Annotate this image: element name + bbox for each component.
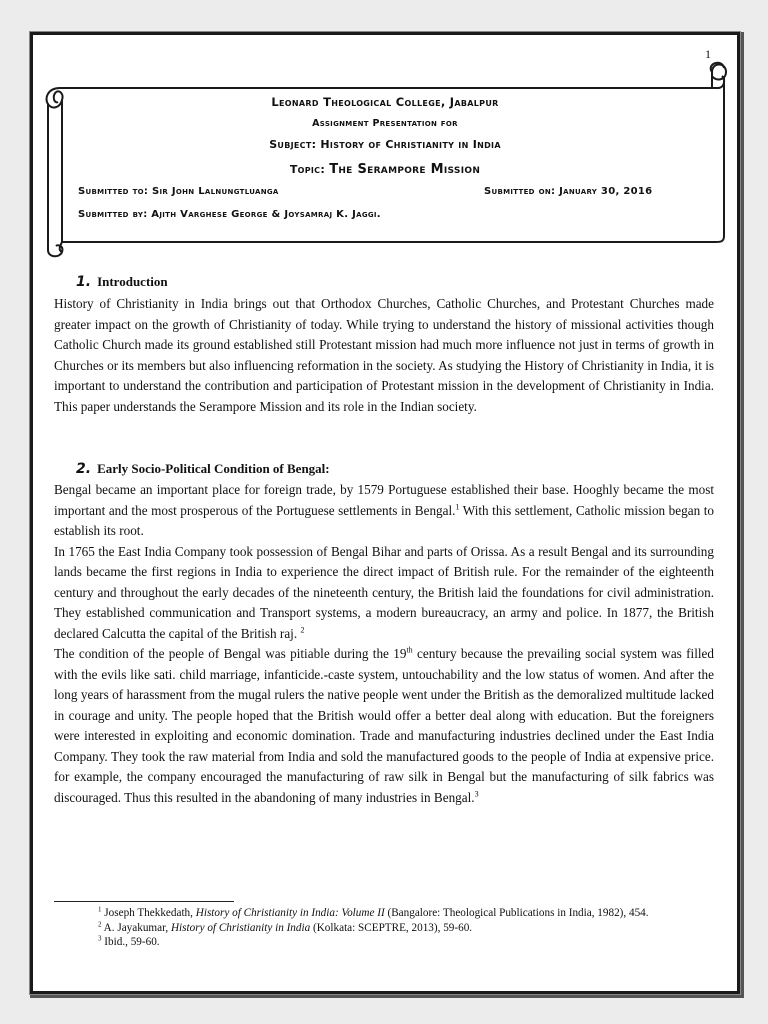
submitted-by-value: Ajith Varghese George & Joysamraj K. Jaggi. — [151, 209, 381, 220]
footnote-mark: 3 — [98, 934, 102, 943]
text-run: (Kolkata: SCEPTRE, 2013), 59-60. — [310, 921, 473, 934]
page-number: 1 — [705, 47, 711, 61]
submitted-by — [78, 209, 381, 220]
submitted-on-value: January 30, 2016 — [559, 186, 653, 197]
cited-title: History of Christianity in India: Volume II — [195, 907, 385, 919]
submitted-to — [78, 186, 279, 197]
submitted-on-label: Submitted on: — [484, 186, 556, 197]
subject-line — [60, 138, 710, 151]
text-run: In 1765 the East India Company took possession of Bengal Bihar and parts of Orissa. As a result Bengal and its surrounding lands became the first regions in India to experience the direct impact of British rule. For the remainder of the eighteenth century and throughout the early decades of the nineteenth century, the British laid the foundations for civil administration. They established communication and Transport systems, a modern bureaucracy, an army and police. In 1877, the British declared Calcutta the capital of the British raj. — [54, 543, 714, 641]
paragraph — [54, 480, 714, 542]
footnote-mark: 1 — [98, 905, 102, 914]
cited-title: History of Christianity in India — [170, 921, 311, 934]
footnote — [54, 906, 714, 921]
footnotes — [54, 906, 714, 950]
assignment-line: Assignment Presentation for — [312, 118, 458, 129]
scroll-outline — [47, 63, 727, 257]
text-run: (Bangalore: Theological Publications in India, 1982), 454. — [384, 907, 649, 919]
ordinal-suffix: th — [406, 645, 413, 655]
college-name: Leonard Theological College, Jabalpur — [271, 95, 499, 109]
submitted-on — [484, 186, 652, 197]
footnote-ref: 2 — [300, 625, 305, 635]
section-title: Introduction — [97, 274, 168, 289]
subject-label: Subject: — [269, 138, 317, 151]
text-run: With this settlement, Catholic mission began to establish its root. — [54, 502, 714, 538]
topic-line — [60, 162, 710, 177]
text-run: The condition of the people of Bengal was pitiable during the 19 — [54, 646, 407, 661]
submitted-by-label: Submitted by: — [78, 209, 148, 220]
submitted-to-value: Sir John Lalnungtluanga — [152, 186, 279, 197]
topic-label: Topic: — [289, 163, 326, 176]
text-run: Joseph Thekkedath, — [101, 907, 196, 919]
topic-value: The Serampore Mission — [329, 162, 481, 177]
footnote-ref: 1 — [455, 502, 460, 512]
section-title: Early Socio-Political Condition of Bengal: — [97, 461, 330, 476]
text-run: Ibid., 59-60. — [101, 936, 160, 948]
text-run: Bengal became an important place for foreign trade, by 1579 Portuguese established their base. Hooghly became the most important and the most prosperous of the Portuguese settlements in Bengal. — [54, 482, 714, 518]
text-run: A. Jayakumar, — [101, 921, 171, 934]
footnote — [54, 935, 714, 950]
footnote-mark: 2 — [98, 919, 102, 928]
subject-value: History of Christianity in India — [320, 138, 501, 151]
scroll-banner — [0, 0, 768, 260]
section-heading-introduction — [76, 274, 168, 290]
section-heading-bengal — [76, 461, 330, 477]
text-run: century because the prevailing social system was filled with the evils like sati. child marriage, infanticide.-caste system, untouchability and the low status of women. And after the long years of harassment from the mugal rulers the native people went under the British as the demoralized multitude lacked in courage and unity. The people hoped that the British would offer a better deal along with education. But the foreigners were interested in exploiting and economic domination. Trade and manufacturing industries declined under the East India Company. They took the raw material from India and sold the manufactured goods to the people of India at expensive price. for example, the company encouraged the manufacturing of raw silk in Bengal but the manufacturing of silk fabrics was discouraged. Thus this resulted in the abandoning of many industries in Bengal. — [54, 646, 714, 805]
footnote-ref: 3 — [474, 789, 479, 799]
submitted-to-label: Submitted to: — [78, 186, 149, 197]
paragraph: History of Christianity in India brings out that Orthodox Churches, Catholic Churches, and Protestant Churches made greater impact on the growth of Christianity of today. While trying to understand the history of missional activities though Catholic Church made its ground established still Protestant mission had much more influence not just in terms of growth in Churches or its members but also influencing reformation in the society. As studying the History of Christianity in India, it is important to understand the contribution and participation of Protestant mission in the development of Christianity in India. This paper understands the Serampore Mission and its role in the Indian society. — [54, 296, 714, 414]
footnote — [54, 921, 714, 936]
section-number: 1. — [76, 274, 92, 290]
paragraph — [54, 542, 714, 645]
section-body-introduction — [54, 294, 714, 417]
footnote-separator — [54, 901, 234, 902]
section-body-bengal — [54, 480, 714, 808]
paragraph — [54, 644, 714, 808]
section-number: 2. — [76, 461, 92, 477]
